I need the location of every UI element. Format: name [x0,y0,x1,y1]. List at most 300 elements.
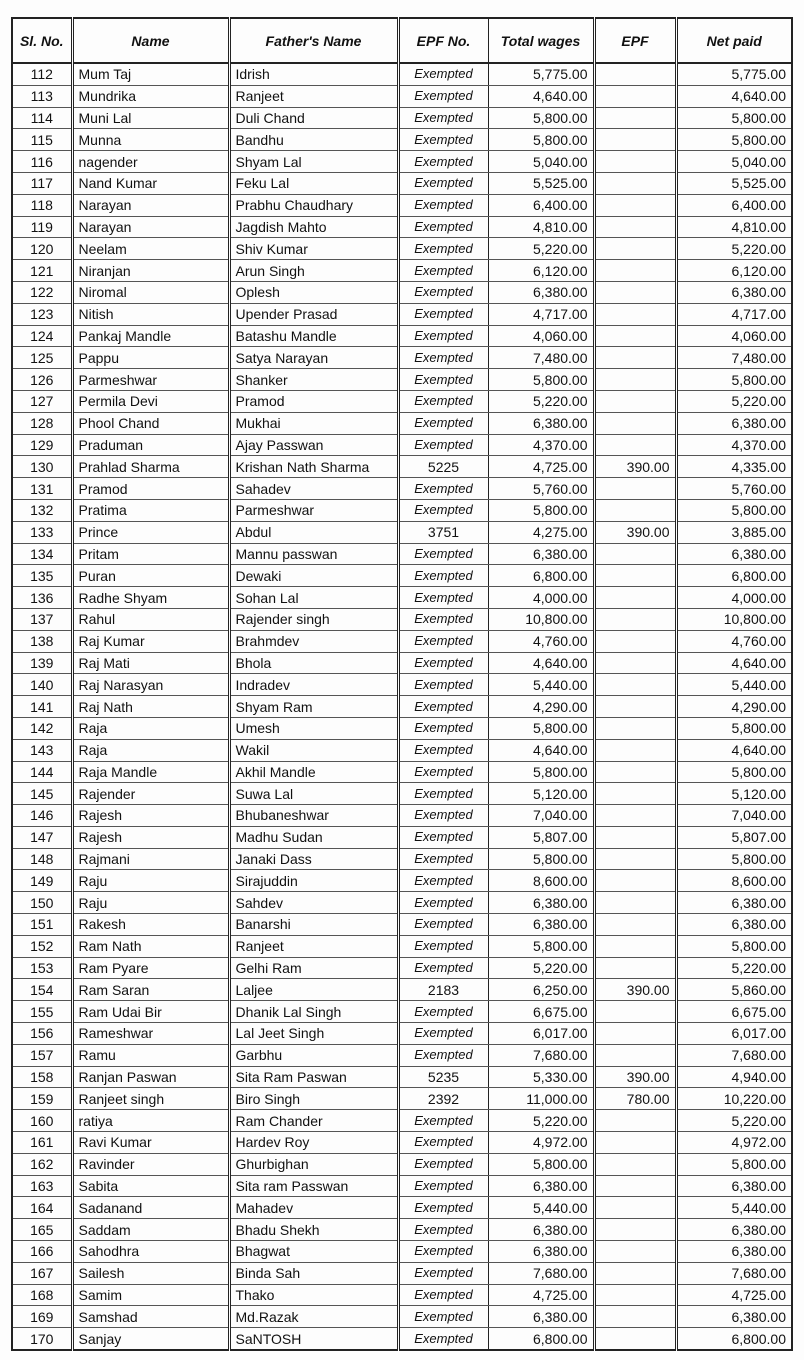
table-row [12,1088,792,1110]
cell-total-wages: 6,380.00 [488,412,594,434]
cell-sl-no: 162 [12,1153,72,1175]
cell-epf [594,914,676,936]
cell-epf-no: Exempted [398,238,488,260]
cell-total-wages: 4,640.00 [488,652,594,674]
cell-total-wages: 4,060.00 [488,325,594,347]
cell-total-wages: 5,040.00 [488,151,594,173]
cell-net-paid: 4,370.00 [676,434,792,456]
table-row [12,456,792,478]
cell-name: Prahlad Sharma [72,456,229,478]
cell-epf [594,1001,676,1023]
cell-name: Samshad [72,1306,229,1328]
cell-epf [594,1328,676,1350]
cell-epf [594,565,676,587]
cell-epf-no: Exempted [398,107,488,129]
table-row [12,565,792,587]
cell-name: Neelam [72,238,229,260]
cell-name: Rajmani [72,848,229,870]
cell-sl-no: 167 [12,1262,72,1284]
cell-sl-no: 141 [12,696,72,718]
cell-sl-no: 135 [12,565,72,587]
cell-net-paid: 4,640.00 [676,739,792,761]
cell-fathers-name: Bhubaneshwar [229,805,398,827]
cell-fathers-name: Suwa Lal [229,783,398,805]
cell-net-paid: 6,017.00 [676,1023,792,1045]
cell-epf: 390.00 [594,521,676,543]
cell-net-paid: 6,380.00 [676,1219,792,1241]
cell-sl-no: 147 [12,826,72,848]
table-row [12,172,792,194]
table-row [12,826,792,848]
cell-epf [594,1132,676,1154]
cell-name: Rajender [72,783,229,805]
cell-net-paid: 6,675.00 [676,1001,792,1023]
cell-fathers-name: Ajay Passwan [229,434,398,456]
cell-total-wages: 7,480.00 [488,347,594,369]
cell-sl-no: 120 [12,238,72,260]
cell-total-wages: 5,760.00 [488,478,594,500]
cell-net-paid: 4,640.00 [676,652,792,674]
cell-net-paid: 6,380.00 [676,1175,792,1197]
cell-net-paid: 6,380.00 [676,1306,792,1328]
table-row [12,129,792,151]
cell-name: Parmeshwar [72,369,229,391]
cell-total-wages: 6,380.00 [488,1175,594,1197]
table-row [12,1132,792,1154]
cell-fathers-name: Laljee [229,979,398,1001]
table-row [12,238,792,260]
header-epf-no: EPF No. [398,18,488,63]
cell-name: Raj Nath [72,696,229,718]
cell-epf [594,717,676,739]
cell-sl-no: 126 [12,369,72,391]
cell-net-paid: 5,760.00 [676,478,792,500]
cell-fathers-name: Bhadu Shekh [229,1219,398,1241]
cell-epf-no: Exempted [398,1110,488,1132]
cell-name: Nand Kumar [72,172,229,194]
table-row [12,63,792,85]
cell-net-paid: 4,717.00 [676,303,792,325]
cell-name: Muni Lal [72,107,229,129]
cell-epf-no: Exempted [398,696,488,718]
cell-epf [594,85,676,107]
cell-net-paid: 5,807.00 [676,826,792,848]
cell-sl-no: 168 [12,1284,72,1306]
cell-total-wages: 8,600.00 [488,870,594,892]
cell-epf-no: Exempted [398,325,488,347]
cell-epf-no: Exempted [398,1284,488,1306]
cell-sl-no: 153 [12,957,72,979]
cell-name: Ram Udai Bir [72,1001,229,1023]
cell-epf-no: 2392 [398,1088,488,1110]
cell-total-wages: 4,810.00 [488,216,594,238]
cell-name: Praduman [72,434,229,456]
cell-fathers-name: Sita Ram Paswan [229,1066,398,1088]
cell-sl-no: 156 [12,1023,72,1045]
cell-sl-no: 154 [12,979,72,1001]
cell-net-paid: 6,800.00 [676,565,792,587]
cell-name: Ramu [72,1044,229,1066]
cell-epf-no: Exempted [398,260,488,282]
cell-epf: 390.00 [594,1066,676,1088]
cell-epf [594,369,676,391]
cell-epf-no: Exempted [398,347,488,369]
cell-net-paid: 6,380.00 [676,543,792,565]
cell-sl-no: 157 [12,1044,72,1066]
cell-name: Raju [72,892,229,914]
cell-name: Permila Devi [72,390,229,412]
cell-fathers-name: Mahadev [229,1197,398,1219]
cell-sl-no: 142 [12,717,72,739]
cell-total-wages: 4,275.00 [488,521,594,543]
cell-sl-no: 169 [12,1306,72,1328]
cell-epf-no: Exempted [398,369,488,391]
cell-total-wages: 4,640.00 [488,85,594,107]
cell-epf [594,1241,676,1263]
cell-name: Nitish [72,303,229,325]
table-row [12,347,792,369]
cell-total-wages: 4,000.00 [488,587,594,609]
cell-sl-no: 130 [12,456,72,478]
cell-epf [594,434,676,456]
cell-net-paid: 5,775.00 [676,63,792,85]
cell-net-paid: 5,800.00 [676,107,792,129]
cell-epf-no: Exempted [398,1328,488,1350]
cell-fathers-name: Shanker [229,369,398,391]
table-row [12,369,792,391]
cell-epf [594,630,676,652]
cell-total-wages: 4,760.00 [488,630,594,652]
cell-total-wages: 6,800.00 [488,565,594,587]
cell-epf-no: Exempted [398,85,488,107]
cell-sl-no: 117 [12,172,72,194]
cell-sl-no: 150 [12,892,72,914]
cell-fathers-name: Idrish [229,63,398,85]
cell-total-wages: 6,380.00 [488,281,594,303]
cell-sl-no: 118 [12,194,72,216]
cell-total-wages: 5,800.00 [488,129,594,151]
cell-sl-no: 148 [12,848,72,870]
cell-fathers-name: Biro Singh [229,1088,398,1110]
table-row [12,260,792,282]
cell-net-paid: 6,380.00 [676,412,792,434]
table-header [12,18,792,63]
cell-name: Ram Saran [72,979,229,1001]
cell-epf-no: Exempted [398,1175,488,1197]
header-net-paid: Net paid [676,18,792,63]
cell-sl-no: 125 [12,347,72,369]
cell-epf [594,826,676,848]
cell-name: Ranjan Paswan [72,1066,229,1088]
cell-net-paid: 6,800.00 [676,1328,792,1350]
cell-fathers-name: Bhola [229,652,398,674]
header-sl-no: Sl. No. [12,18,72,63]
cell-epf-no: Exempted [398,630,488,652]
cell-name: Mundrika [72,85,229,107]
cell-epf-no: Exempted [398,1023,488,1045]
cell-fathers-name: Binda Sah [229,1262,398,1284]
cell-net-paid: 7,480.00 [676,347,792,369]
cell-epf-no: 3751 [398,521,488,543]
cell-net-paid: 4,725.00 [676,1284,792,1306]
cell-net-paid: 4,760.00 [676,630,792,652]
cell-sl-no: 166 [12,1241,72,1263]
cell-net-paid: 6,380.00 [676,1241,792,1263]
cell-epf-no: Exempted [398,587,488,609]
cell-sl-no: 149 [12,870,72,892]
cell-fathers-name: Parmeshwar [229,499,398,521]
cell-fathers-name: Shiv Kumar [229,238,398,260]
cell-epf [594,543,676,565]
cell-name: Ranjeet singh [72,1088,229,1110]
cell-net-paid: 6,120.00 [676,260,792,282]
table-row [12,1262,792,1284]
cell-fathers-name: Sita ram Passwan [229,1175,398,1197]
cell-fathers-name: Upender Prasad [229,303,398,325]
cell-name: Phool Chand [72,412,229,434]
cell-epf [594,696,676,718]
cell-fathers-name: Hardev Roy [229,1132,398,1154]
cell-epf-no: Exempted [398,499,488,521]
cell-epf: 390.00 [594,456,676,478]
table-row [12,1153,792,1175]
cell-sl-no: 115 [12,129,72,151]
cell-sl-no: 152 [12,935,72,957]
table-row [12,957,792,979]
cell-sl-no: 137 [12,608,72,630]
cell-name: Rajesh [72,805,229,827]
cell-epf-no: Exempted [398,194,488,216]
cell-name: Rakesh [72,914,229,936]
cell-name: Sahodhra [72,1241,229,1263]
table-row [12,979,792,1001]
cell-total-wages: 5,800.00 [488,761,594,783]
cell-total-wages: 6,017.00 [488,1023,594,1045]
cell-fathers-name: Ranjeet [229,85,398,107]
cell-epf-no: Exempted [398,935,488,957]
cell-epf [594,674,676,696]
cell-total-wages: 6,380.00 [488,914,594,936]
cell-epf-no: Exempted [398,914,488,936]
cell-epf-no: Exempted [398,826,488,848]
cell-epf [594,1023,676,1045]
table-row [12,1023,792,1045]
cell-name: Mum Taj [72,63,229,85]
cell-name: Rahul [72,608,229,630]
table-row [12,935,792,957]
cell-epf [594,652,676,674]
cell-name: Raj Mati [72,652,229,674]
cell-total-wages: 5,220.00 [488,1110,594,1132]
cell-sl-no: 155 [12,1001,72,1023]
cell-name: Raja Mandle [72,761,229,783]
cell-fathers-name: Shyam Lal [229,151,398,173]
cell-epf-no: Exempted [398,281,488,303]
cell-epf [594,739,676,761]
cell-epf-no: Exempted [398,216,488,238]
cell-net-paid: 5,040.00 [676,151,792,173]
cell-total-wages: 7,040.00 [488,805,594,827]
cell-sl-no: 116 [12,151,72,173]
table-row [12,390,792,412]
cell-name: Prince [72,521,229,543]
cell-net-paid: 7,040.00 [676,805,792,827]
cell-epf [594,216,676,238]
cell-net-paid: 5,440.00 [676,674,792,696]
cell-net-paid: 5,800.00 [676,499,792,521]
cell-total-wages: 5,525.00 [488,172,594,194]
cell-epf-no: 2183 [398,979,488,1001]
cell-sl-no: 123 [12,303,72,325]
cell-sl-no: 114 [12,107,72,129]
cell-fathers-name: Thako [229,1284,398,1306]
cell-name: Sailesh [72,1262,229,1284]
table-row [12,543,792,565]
cell-epf [594,892,676,914]
cell-net-paid: 5,800.00 [676,717,792,739]
table-row [12,85,792,107]
header-total-wages: Total wages [488,18,594,63]
cell-net-paid: 5,800.00 [676,761,792,783]
table-row [12,674,792,696]
cell-net-paid: 6,400.00 [676,194,792,216]
cell-fathers-name: Prabhu Chaudhary [229,194,398,216]
cell-epf-no: 5225 [398,456,488,478]
cell-name: Samim [72,1284,229,1306]
cell-fathers-name: Indradev [229,674,398,696]
header-epf: EPF [594,18,676,63]
table-row [12,303,792,325]
cell-sl-no: 128 [12,412,72,434]
cell-total-wages: 6,800.00 [488,1328,594,1350]
cell-sl-no: 164 [12,1197,72,1219]
cell-net-paid: 4,940.00 [676,1066,792,1088]
cell-epf-no: Exempted [398,1262,488,1284]
cell-epf [594,761,676,783]
cell-epf-no: Exempted [398,151,488,173]
cell-sl-no: 159 [12,1088,72,1110]
cell-fathers-name: Gelhi Ram [229,957,398,979]
table-row [12,412,792,434]
cell-name: Raju [72,870,229,892]
table-row [12,1241,792,1263]
cell-sl-no: 129 [12,434,72,456]
cell-sl-no: 127 [12,390,72,412]
cell-epf-no: Exempted [398,1219,488,1241]
cell-name: Raj Kumar [72,630,229,652]
cell-epf [594,390,676,412]
cell-sl-no: 122 [12,281,72,303]
cell-sl-no: 124 [12,325,72,347]
table-row [12,499,792,521]
cell-name: Rajesh [72,826,229,848]
cell-net-paid: 4,810.00 [676,216,792,238]
cell-sl-no: 131 [12,478,72,500]
table-row [12,783,792,805]
cell-epf-no: Exempted [398,172,488,194]
cell-sl-no: 158 [12,1066,72,1088]
cell-fathers-name: Garbhu [229,1044,398,1066]
cell-net-paid: 5,800.00 [676,848,792,870]
cell-name: Niromal [72,281,229,303]
cell-epf-no: Exempted [398,1197,488,1219]
cell-fathers-name: Akhil Mandle [229,761,398,783]
cell-total-wages: 5,800.00 [488,107,594,129]
cell-epf-no: Exempted [398,805,488,827]
table-row [12,1110,792,1132]
wage-register-sheet [11,17,791,1351]
cell-name: Pratima [72,499,229,521]
cell-total-wages: 5,800.00 [488,499,594,521]
cell-net-paid: 5,220.00 [676,238,792,260]
table-row [12,325,792,347]
cell-epf [594,848,676,870]
cell-epf [594,783,676,805]
cell-epf-no: Exempted [398,761,488,783]
cell-epf [594,347,676,369]
cell-fathers-name: Sahadev [229,478,398,500]
cell-total-wages: 4,370.00 [488,434,594,456]
cell-name: Pramod [72,478,229,500]
cell-name: Ram Nath [72,935,229,957]
cell-epf [594,935,676,957]
cell-epf [594,107,676,129]
table-row [12,1001,792,1023]
cell-name: Pappu [72,347,229,369]
header-fathers-name: Father's Name [229,18,398,63]
table-row [12,587,792,609]
cell-sl-no: 140 [12,674,72,696]
cell-sl-no: 112 [12,63,72,85]
cell-net-paid: 4,640.00 [676,85,792,107]
cell-fathers-name: Sirajuddin [229,870,398,892]
cell-net-paid: 6,380.00 [676,281,792,303]
table-row [12,805,792,827]
cell-epf-no: Exempted [398,739,488,761]
cell-fathers-name: Oplesh [229,281,398,303]
cell-epf [594,172,676,194]
cell-fathers-name: Shyam Ram [229,696,398,718]
table-row [12,1175,792,1197]
cell-total-wages: 6,380.00 [488,892,594,914]
cell-name: Puran [72,565,229,587]
cell-total-wages: 5,800.00 [488,935,594,957]
cell-epf-no: 5235 [398,1066,488,1088]
cell-epf-no: Exempted [398,957,488,979]
cell-epf-no: Exempted [398,674,488,696]
cell-epf [594,1175,676,1197]
table-row [12,151,792,173]
cell-epf [594,1219,676,1241]
cell-total-wages: 7,680.00 [488,1044,594,1066]
table-row [12,521,792,543]
cell-net-paid: 7,680.00 [676,1262,792,1284]
cell-epf-no: Exempted [398,783,488,805]
cell-epf [594,957,676,979]
cell-epf [594,303,676,325]
cell-net-paid: 6,380.00 [676,914,792,936]
cell-name: Raja [72,739,229,761]
cell-fathers-name: Ranjeet [229,935,398,957]
cell-total-wages: 5,120.00 [488,783,594,805]
cell-name: Sanjay [72,1328,229,1350]
cell-fathers-name: Rajender singh [229,608,398,630]
table-row [12,478,792,500]
cell-epf [594,805,676,827]
cell-total-wages: 5,220.00 [488,390,594,412]
cell-sl-no: 170 [12,1328,72,1350]
cell-fathers-name: Pramod [229,390,398,412]
